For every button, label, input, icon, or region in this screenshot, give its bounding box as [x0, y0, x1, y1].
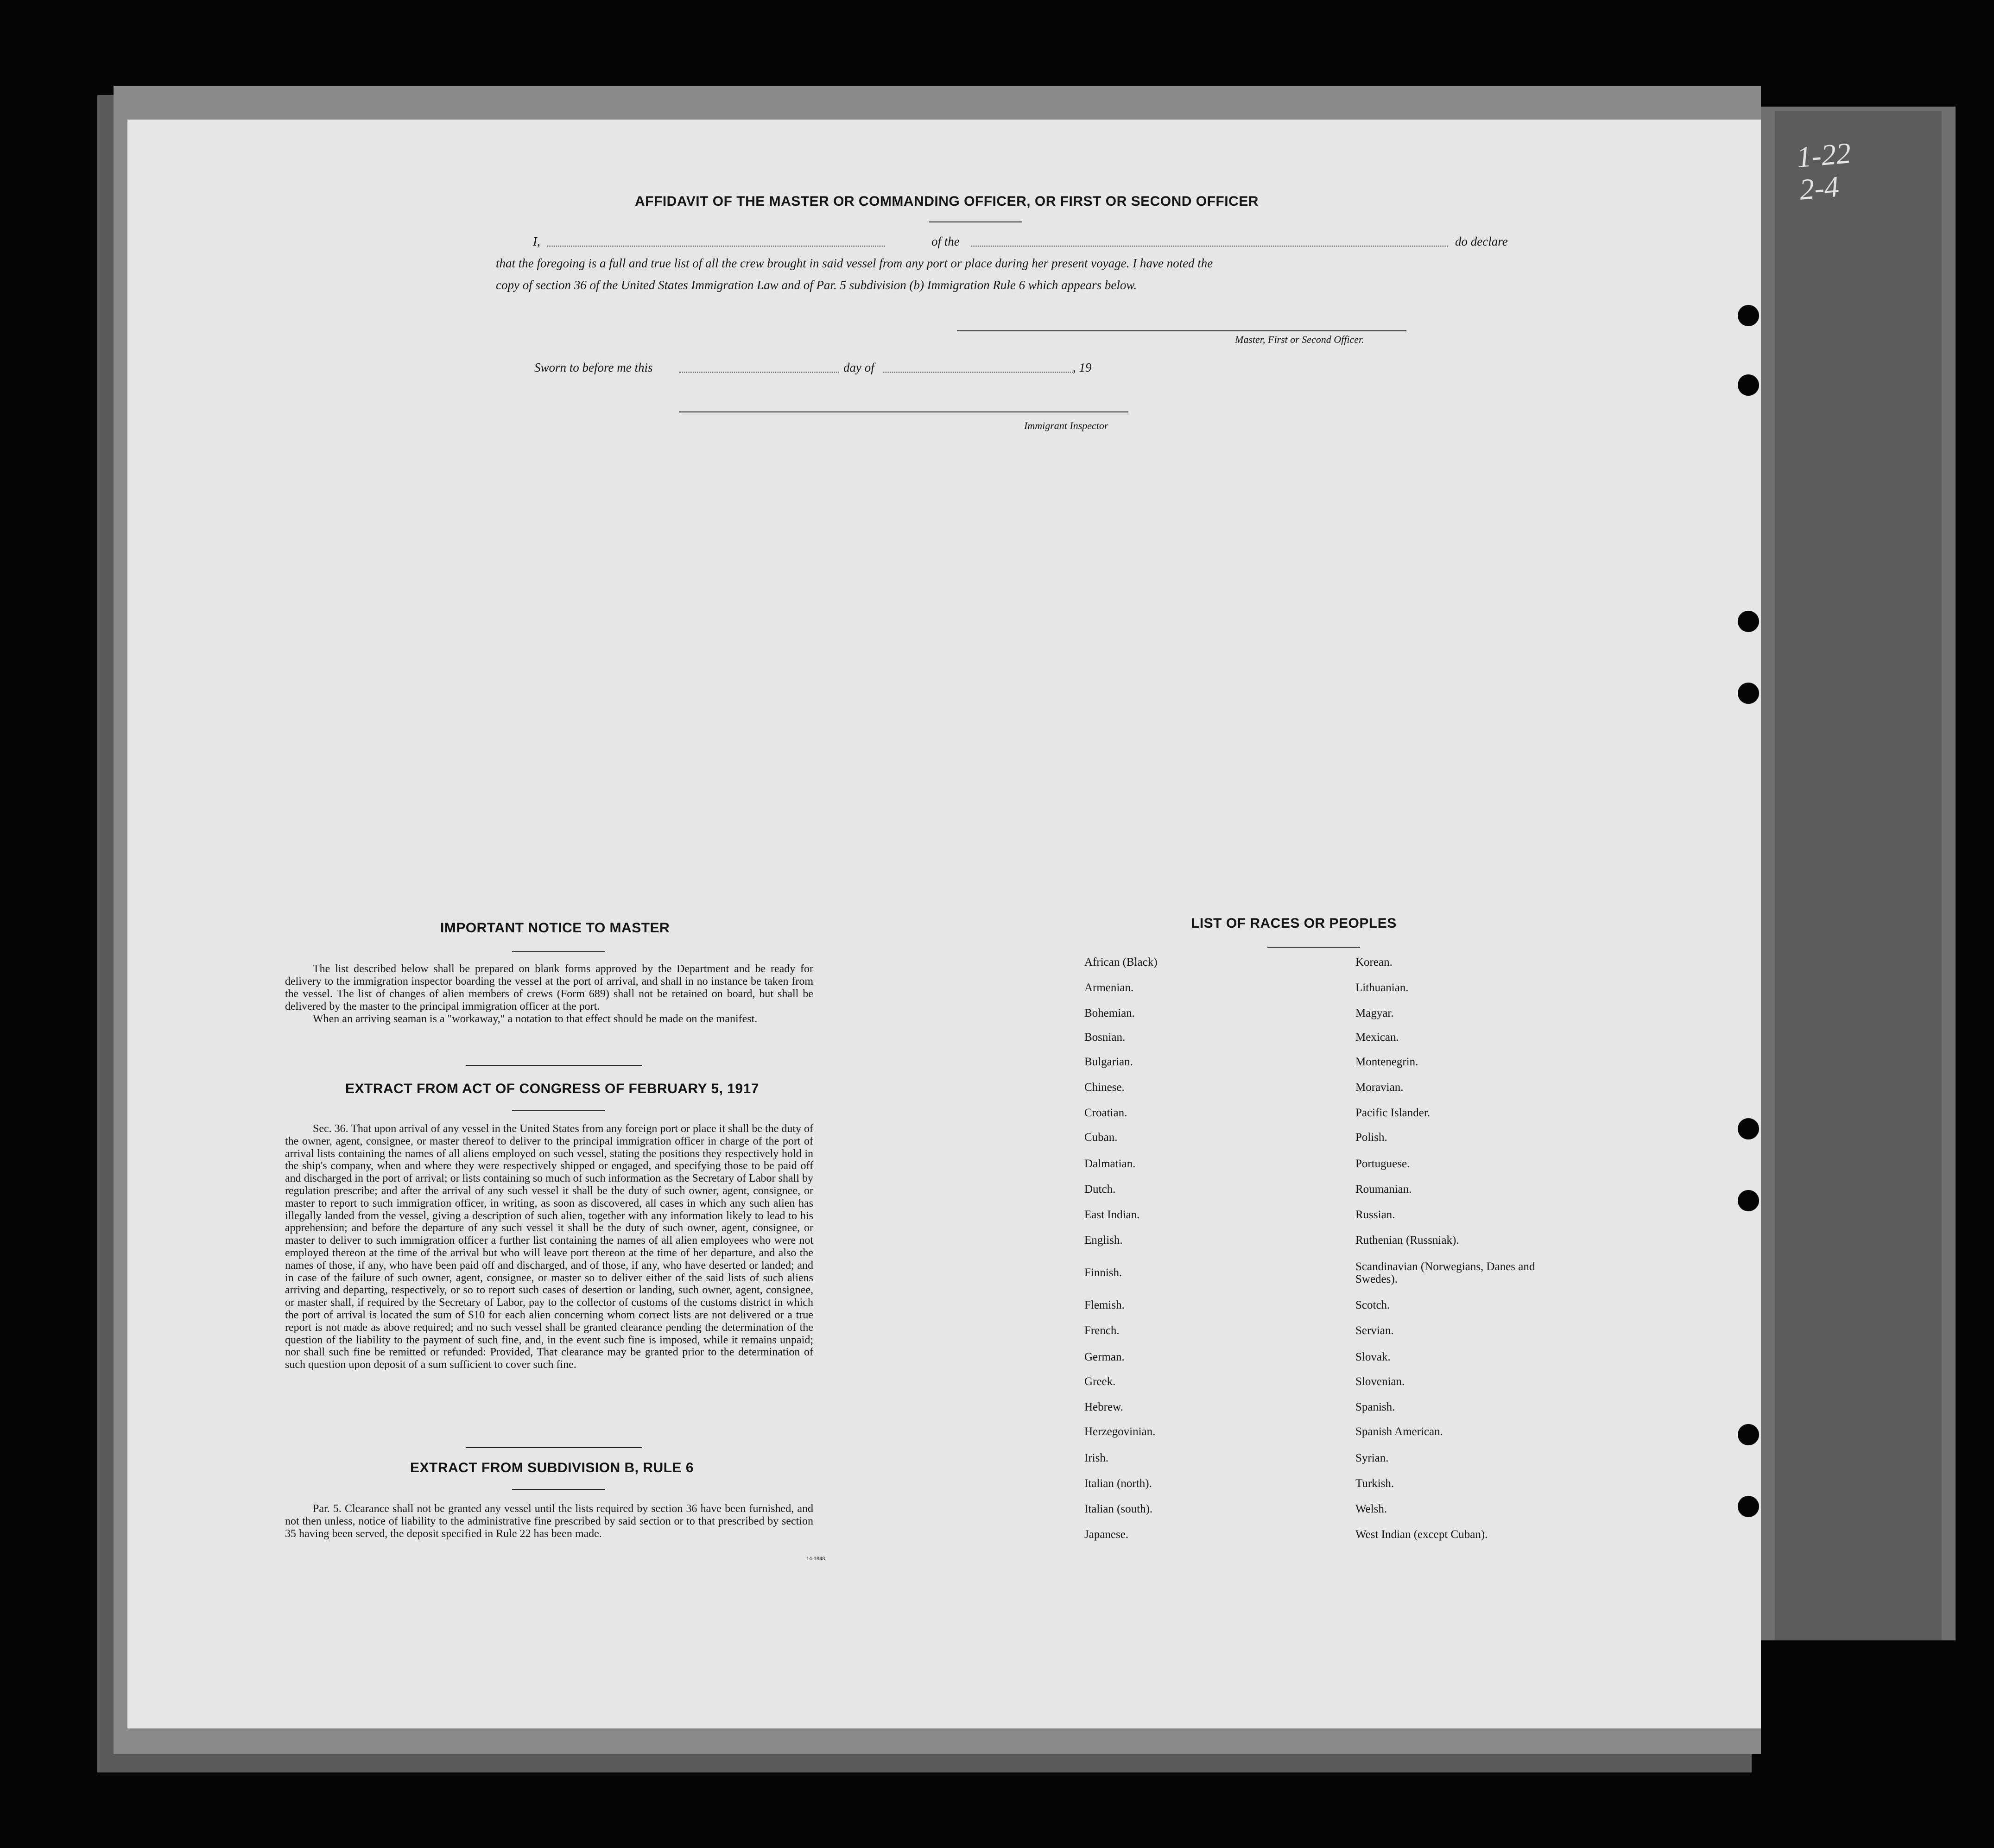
race-item: Welsh. [1355, 1503, 1387, 1515]
section-separator [466, 1447, 642, 1448]
affidavit-statement-line: copy of section 36 of the United States Immigration Law and of Par. 5 subdivision (b) Immigration Rule 6 which appears below. [496, 278, 1137, 292]
notice-underline [512, 951, 605, 952]
rule-paragraph: Par. 5. Clearance shall not be granted any vessel until the lists required by section 36 have been furnished, and not then unless, notice of liability to the administrative fine prescribed by said section or to that prescribed by section 35 having been served, the deposit specified in Rule 22 has been made. [285, 1503, 813, 1540]
punch-hole [1738, 1424, 1759, 1445]
punch-hole [1738, 305, 1759, 326]
race-item: Chinese. [1084, 1081, 1125, 1094]
race-item: Finnish. [1084, 1266, 1122, 1279]
race-item: Cuban. [1084, 1131, 1118, 1144]
master-signature-label: Master, First or Second Officer. [1235, 334, 1364, 345]
sworn-day-line [679, 372, 839, 373]
race-item: Polish. [1355, 1131, 1387, 1144]
extract-act-underline [512, 1110, 605, 1111]
sworn-month-line [883, 372, 1073, 373]
race-item: Dalmatian. [1084, 1158, 1136, 1170]
extract-rule-text [285, 1503, 813, 1540]
punch-hole [1738, 374, 1759, 396]
race-item: Irish. [1084, 1452, 1109, 1464]
notice-text [285, 963, 813, 1025]
extract-rule-underline [512, 1489, 605, 1490]
day-of-label: day of [843, 361, 874, 374]
race-item: Montenegrin. [1355, 1056, 1418, 1068]
race-item: Magyar. [1355, 1007, 1394, 1019]
race-item: Bosnian. [1084, 1031, 1126, 1044]
race-item: Slovenian. [1355, 1375, 1405, 1388]
race-item: French. [1084, 1324, 1120, 1337]
race-item: Ruthenian (Russniak). [1355, 1234, 1459, 1247]
race-item: Spanish American. [1355, 1425, 1443, 1438]
race-item: Scotch. [1355, 1299, 1390, 1311]
section-36-paragraph: Sec. 36. That upon arrival of any vessel in the United States from any foreign port or place it shall be the duty of the owner, agent, consignee, or master thereof to deliver to the principal immigration officer in charge of the port of arrival lists containing the names of all aliens employed on such vessel, stating the positions they respectively hold in the ship's company, when and where they were respectively shipped or engaged, and specifying those to be paid off and discharged in the port of arrival; or lists containing so much of such information as the Secretary of Labor shall by regulation prescribe; and after the arrival of any such vessel it shall be the duty of such owner, agent, consignee, or master to report to such immigration officer, in writing, as soon as discovered, all cases in which any such alien has illegally landed from the vessel, giving a description of such alien, together with any information likely to lead to his apprehension; and before the departure of any such vessel it shall be the duty of such owner, agent, consignee, or master to deliver to such immigration officer a further list containing the names of all alien employees who were not employed thereon at the time of the arrival but who will leave port thereon at the time of her departure, and also the names of those, if any, who have been paid off and discharged, and of those, if any, who have deserted or landed; and in case of the failure of such owner, agent, consignee, or master so to deliver either of the said lists of such aliens arriving and departing, respectively, or so to report such cases of desertion or landing, such owner, agent, consignee, or master shall, if required by the Secretary of Labor, pay to the collector of customs of the customs district in which the port of arrival is located the sum of $10 for each alien concerning whom correct lists are not delivered or a true report is not made as above required; and no such vessel shall be granted clearance pending the determination of the question of the liability to the payment of such fine, and, in the event such fine is imposed, while it remains unpaid; nor shall such fine be remitted or refunded: Provided, That clearance may be granted prior to the determination of such question upon deposit of a sum sufficient to cover such fine. [285, 1123, 813, 1371]
race-item: Slovak. [1355, 1351, 1391, 1363]
affidavit-of-the-label: of the [931, 234, 960, 248]
race-item: Hebrew. [1084, 1401, 1123, 1413]
punch-hole [1738, 611, 1759, 632]
race-item: Flemish. [1084, 1299, 1125, 1311]
race-item: East Indian. [1084, 1209, 1140, 1221]
race-item: Syrian. [1355, 1452, 1389, 1464]
affidavit-statement-line: that the foregoing is a full and true list of all the crew brought in said vessel from any port or place during her present voyage. I have noted the [496, 256, 1213, 270]
inspector-signature-line [679, 411, 1128, 412]
race-item: Russian. [1355, 1209, 1395, 1221]
race-item: West Indian (except Cuban). [1355, 1528, 1488, 1541]
underlying-page-edge [1775, 111, 1942, 1640]
notice-paragraph: The list described below shall be prepared on blank forms approved by the Department and be ready for delivery to the immigration inspector boarding the vessel at the port of arrival, and shall in no instance be taken from the vessel. The list of changes of alien members of crews (Form 689) shall not be retained on board, but shall be delivered by the master to the principal immigration officer at the port. [285, 963, 813, 1013]
race-item: Italian (south). [1084, 1503, 1153, 1515]
punch-hole [1738, 1190, 1759, 1211]
vessel-name-line [971, 246, 1448, 247]
year-label: , 19 [1073, 361, 1092, 374]
extract-rule-title: EXTRACT FROM SUBDIVISION B, RULE 6 [410, 1460, 694, 1475]
race-item: Scandinavian (Norwegians, Danes and Swedes). [1355, 1260, 1535, 1285]
race-item: Croatian. [1084, 1107, 1127, 1119]
affidavit-i-label: I, [533, 234, 540, 248]
extract-act-title: EXTRACT FROM ACT OF CONGRESS OF FEBRUARY 5, 1917 [345, 1081, 759, 1096]
affidavit-declare-label: do declare [1455, 234, 1508, 248]
race-item: Bulgarian. [1084, 1056, 1133, 1068]
form-number: 14-1848 [806, 1556, 825, 1562]
race-item: English. [1084, 1234, 1123, 1247]
inspector-label: Immigrant Inspector [1024, 420, 1108, 431]
races-title: LIST OF RACES OR PEOPLES [1191, 916, 1397, 931]
notice-paragraph: When an arriving seaman is a "workaway," a notation to that effect should be made on the manifest. [313, 1013, 758, 1025]
race-item: Spanish. [1355, 1401, 1395, 1413]
race-item: Turkish. [1355, 1477, 1394, 1490]
affidavit-title: AFFIDAVIT OF THE MASTER OR COMMANDING OFFICER, OR FIRST OR SECOND OFFICER [635, 194, 1259, 209]
race-item: Moravian. [1355, 1081, 1404, 1094]
race-item: Japanese. [1084, 1528, 1129, 1541]
punch-hole [1738, 1118, 1759, 1139]
race-item: Roumanian. [1355, 1183, 1412, 1196]
notice-title: IMPORTANT NOTICE TO MASTER [440, 920, 670, 936]
race-item: Mexican. [1355, 1031, 1399, 1044]
master-signature-line [957, 330, 1406, 331]
race-item: Servian. [1355, 1324, 1394, 1337]
form-sheet [127, 120, 1761, 1728]
race-item: Portuguese. [1355, 1158, 1410, 1170]
race-item: Herzegovinian. [1084, 1425, 1156, 1438]
handwritten-margin-note: 1-22 2-4 [1795, 136, 1853, 206]
race-item: Greek. [1084, 1375, 1116, 1388]
race-item: Pacific Islander. [1355, 1107, 1431, 1119]
master-name-line [547, 246, 885, 247]
races-underline [1267, 947, 1360, 948]
race-item: Bohemian. [1084, 1007, 1135, 1019]
race-item: Dutch. [1084, 1183, 1116, 1196]
race-item: African (Black) [1084, 956, 1158, 968]
section-separator [466, 1065, 642, 1066]
race-item: Korean. [1355, 956, 1393, 968]
race-item: German. [1084, 1351, 1125, 1363]
sworn-label: Sworn to before me this [534, 361, 653, 374]
race-item: Lithuanian. [1355, 981, 1409, 994]
extract-act-text [285, 1123, 813, 1371]
race-item: Armenian. [1084, 981, 1134, 994]
race-item: Italian (north). [1084, 1477, 1152, 1490]
punch-hole [1738, 1496, 1759, 1517]
punch-hole [1738, 683, 1759, 704]
